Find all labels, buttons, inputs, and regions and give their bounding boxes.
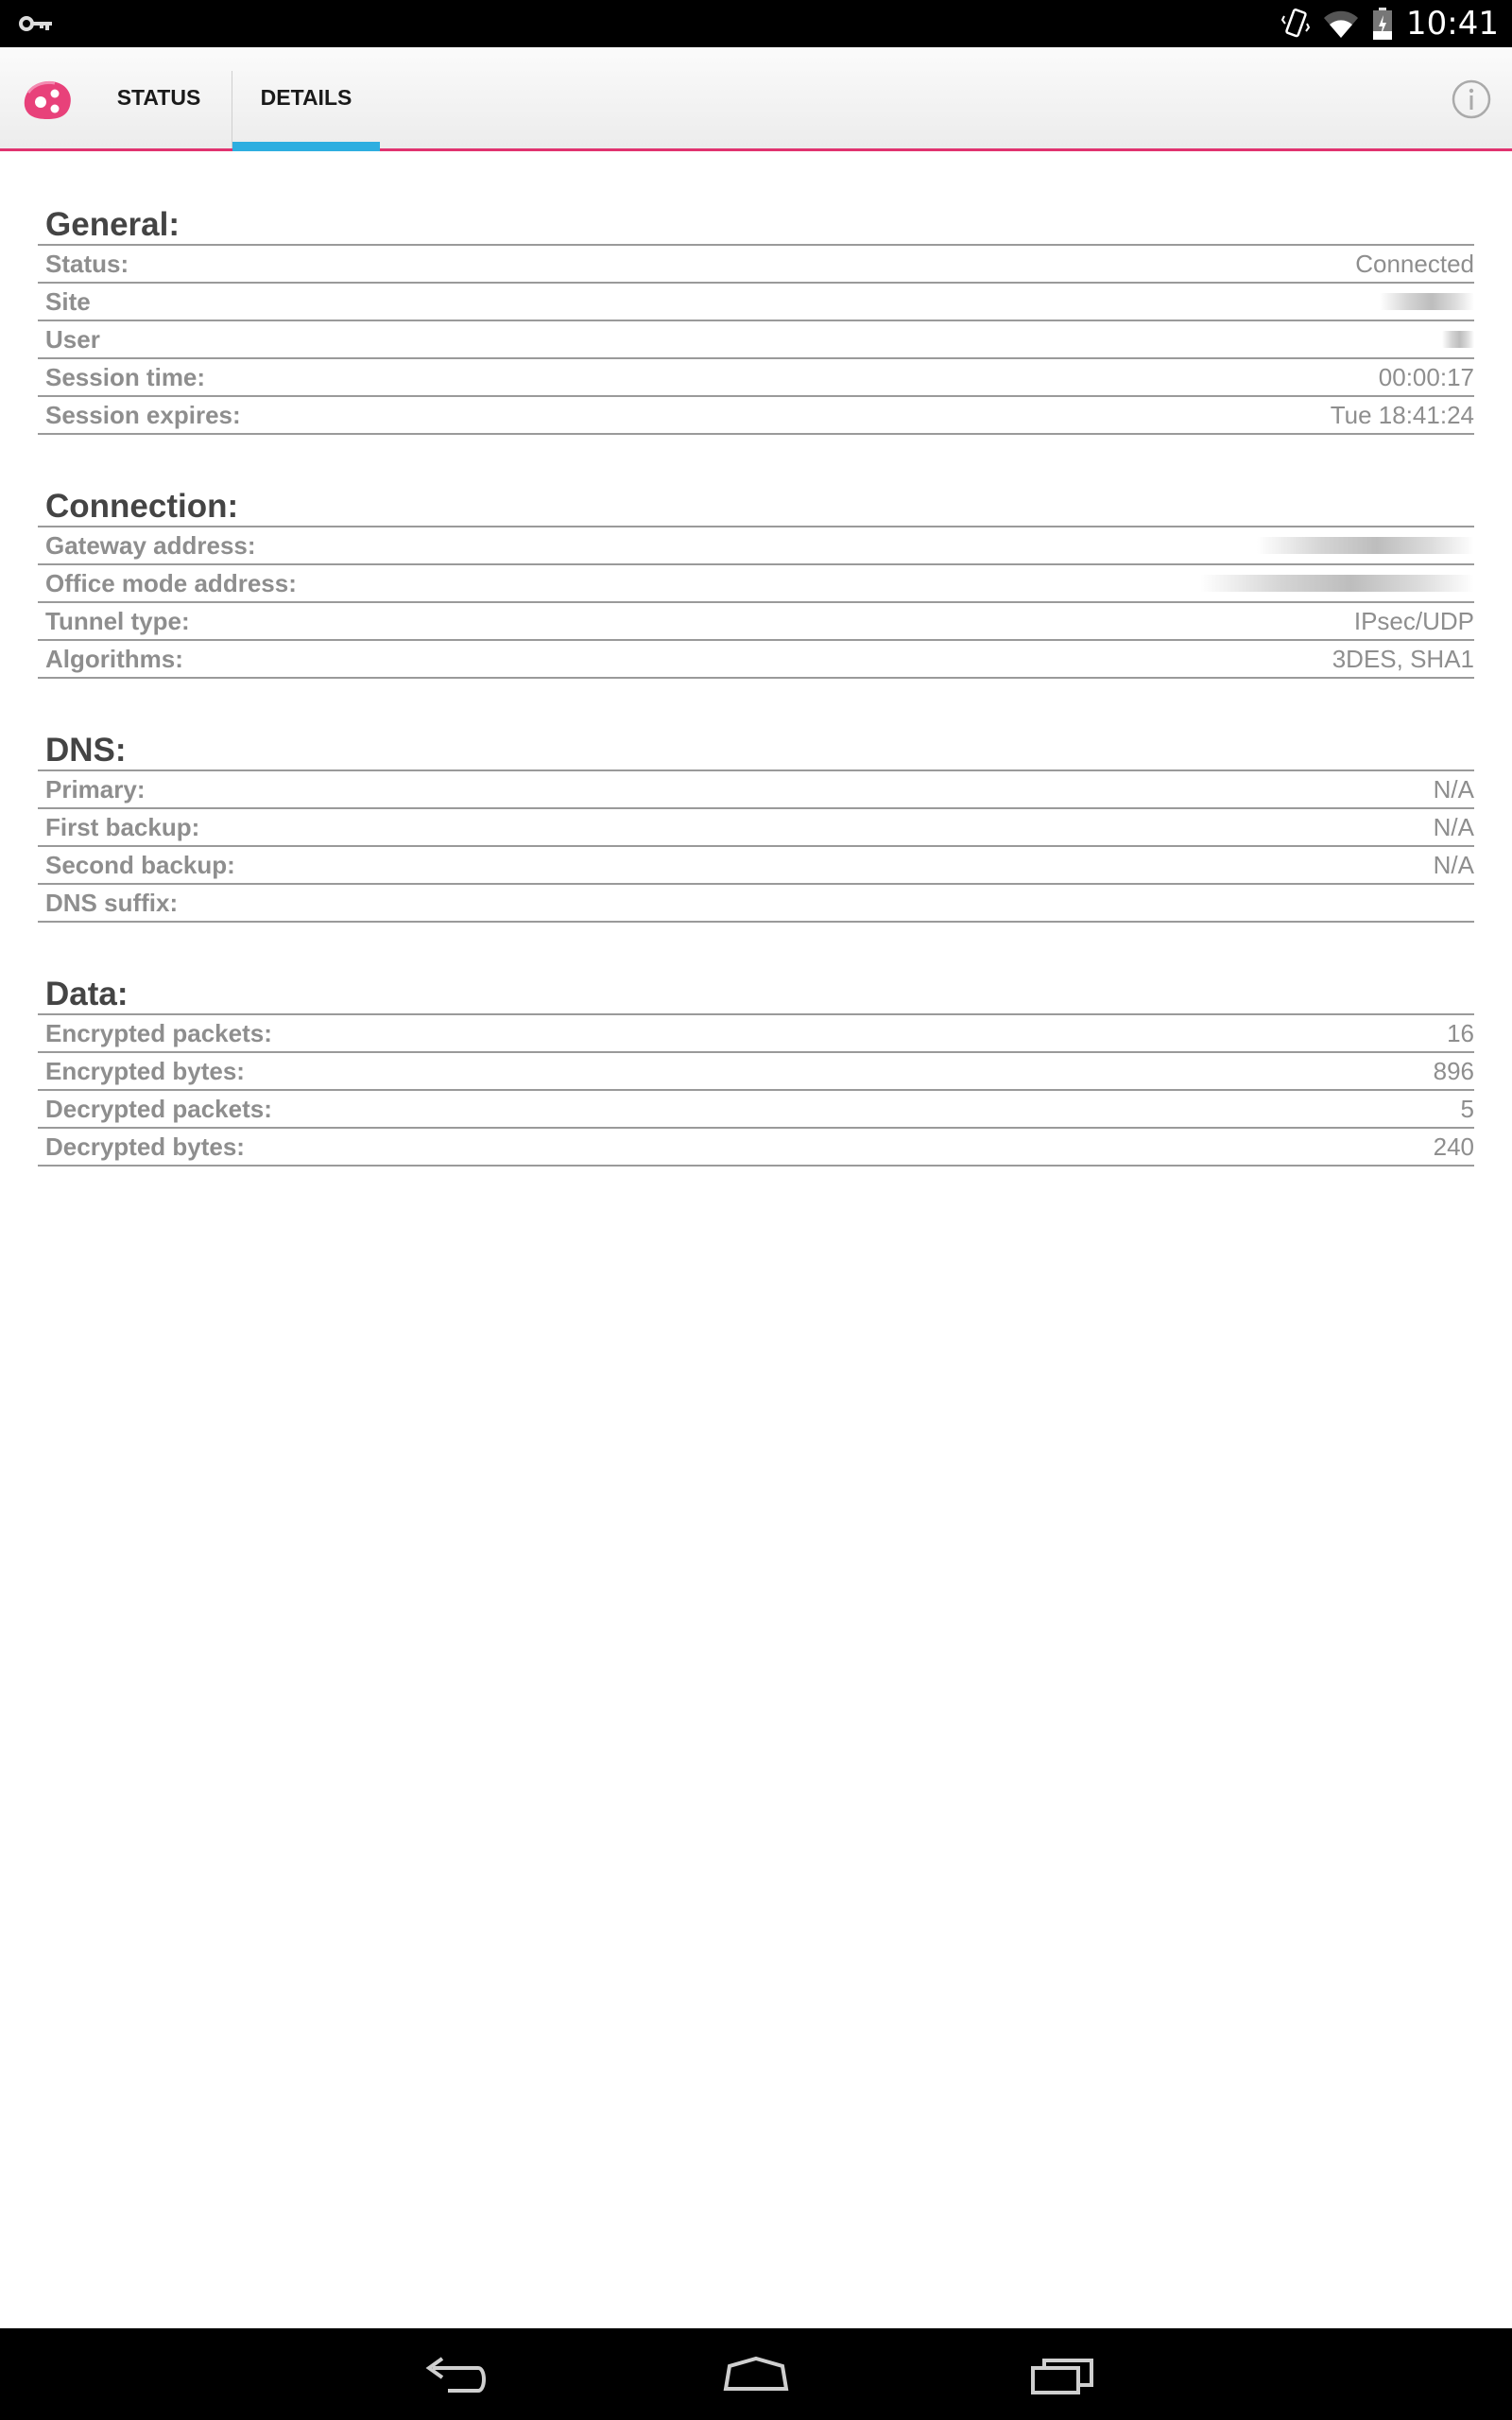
clock: 10:41 — [1406, 5, 1499, 43]
detail-row — [38, 603, 1474, 641]
detail-label: Algorithms: — [45, 644, 183, 673]
section-connection — [38, 488, 1474, 679]
detail-label: Tunnel type: — [45, 606, 190, 635]
selected-tab-indicator — [232, 142, 380, 151]
section-data — [38, 976, 1474, 1167]
vpn-key-icon — [19, 11, 55, 36]
redacted-value — [1257, 537, 1474, 554]
detail-value: 3DES, SHA1 — [1332, 644, 1474, 673]
detail-label: Status: — [45, 249, 129, 278]
wifi-icon — [1323, 8, 1359, 40]
detail-value: N/A — [1433, 774, 1474, 804]
detail-value: N/A — [1433, 850, 1474, 879]
detail-row — [38, 565, 1474, 603]
detail-label: Encrypted bytes: — [45, 1056, 245, 1085]
section-title: General: — [38, 206, 1474, 246]
vibrate-icon — [1281, 8, 1310, 40]
section-dns — [38, 732, 1474, 923]
detail-label: Encrypted packets: — [45, 1018, 272, 1047]
detail-row — [38, 1053, 1474, 1091]
detail-row — [38, 246, 1474, 284]
detail-value: Connected — [1355, 249, 1474, 278]
detail-row — [38, 1129, 1474, 1167]
detail-row — [38, 284, 1474, 321]
detail-label: Primary: — [45, 774, 146, 804]
detail-label: Gateway address: — [45, 530, 256, 560]
detail-value — [1257, 531, 1474, 561]
tab-details[interactable] — [232, 47, 380, 148]
redacted-value — [1442, 331, 1474, 348]
detail-row — [38, 847, 1474, 885]
detail-value: 5 — [1460, 1094, 1474, 1123]
detail-row — [38, 1091, 1474, 1129]
detail-row — [38, 809, 1474, 847]
tab-status-label: STATUS — [116, 85, 201, 110]
tab-details-label: DETAILS — [260, 85, 352, 110]
redacted-value — [1200, 575, 1474, 592]
details-panel — [38, 151, 1474, 1167]
detail-value — [1380, 287, 1474, 317]
battery-icon — [1372, 7, 1393, 41]
detail-row — [38, 885, 1474, 923]
detail-label: First backup: — [45, 812, 200, 841]
detail-value: IPsec/UDP — [1353, 606, 1474, 635]
detail-label: Second backup: — [45, 850, 235, 879]
detail-label: Site — [45, 286, 91, 316]
section-title: Data: — [38, 976, 1474, 1015]
detail-value — [1200, 569, 1474, 598]
detail-label: Session time: — [45, 362, 206, 391]
detail-row — [38, 641, 1474, 679]
detail-row — [38, 321, 1474, 359]
back-icon[interactable] — [416, 2347, 491, 2404]
action-bar — [0, 47, 1512, 151]
redacted-value — [1380, 293, 1474, 310]
detail-row — [38, 359, 1474, 397]
detail-value: Tue 18:41:24 — [1330, 400, 1474, 429]
detail-value: 896 — [1433, 1056, 1474, 1085]
recents-icon[interactable] — [1025, 2347, 1101, 2404]
detail-row — [38, 527, 1474, 565]
detail-row — [38, 1015, 1474, 1053]
navigation-bar — [0, 2328, 1512, 2420]
home-icon[interactable] — [718, 2347, 794, 2404]
detail-value: 00:00:17 — [1378, 362, 1474, 391]
detail-label: Session expires: — [45, 400, 241, 429]
status-bar — [0, 0, 1512, 47]
detail-label: DNS suffix: — [45, 888, 179, 917]
section-general — [38, 206, 1474, 435]
detail-row — [38, 397, 1474, 435]
detail-value: 240 — [1433, 1132, 1474, 1161]
detail-label: Decrypted bytes: — [45, 1132, 245, 1161]
tab-status[interactable] — [87, 47, 231, 148]
detail-value: N/A — [1433, 812, 1474, 841]
detail-row — [38, 771, 1474, 809]
app-logo-icon[interactable] — [21, 78, 74, 121]
detail-label: Decrypted packets: — [45, 1094, 272, 1123]
section-title: Connection: — [38, 488, 1474, 527]
info-icon[interactable] — [1450, 78, 1493, 121]
section-title: DNS: — [38, 732, 1474, 771]
detail-label: Office mode address: — [45, 568, 297, 597]
detail-label: User — [45, 324, 100, 354]
detail-value: 16 — [1447, 1018, 1474, 1047]
detail-value — [1442, 325, 1474, 354]
